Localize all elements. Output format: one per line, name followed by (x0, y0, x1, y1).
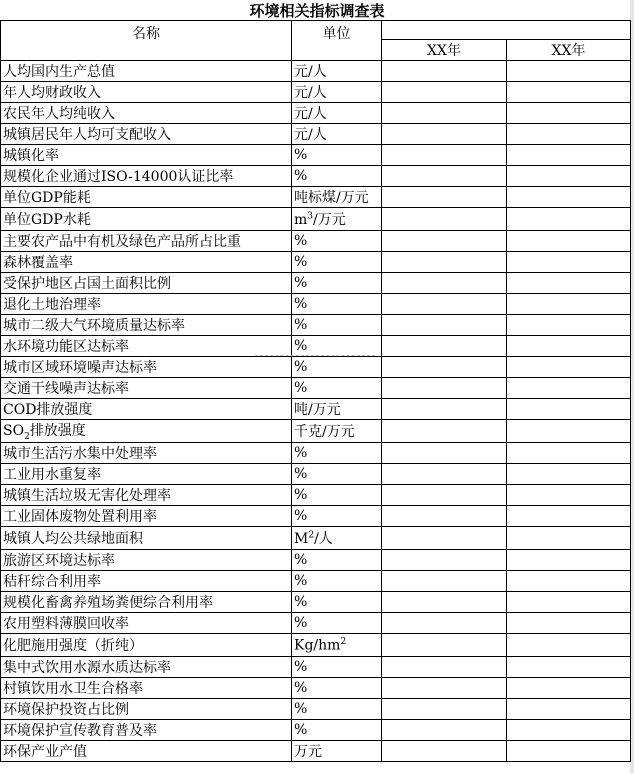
header-year-2[interactable]: XX年 (507, 40, 631, 61)
unit-cell[interactable]: % (292, 657, 382, 678)
unit-cell[interactable]: 万元 (292, 741, 382, 762)
year-2-value-cell[interactable] (507, 103, 631, 124)
unit-cell[interactable]: % (292, 357, 382, 378)
year-1-value-cell[interactable] (382, 464, 507, 485)
table-row (1, 252, 631, 273)
unit-cell[interactable]: % (292, 506, 382, 527)
indicator-name-cell[interactable]: 单位GDP能耗 (1, 187, 292, 208)
table-row (1, 166, 631, 187)
year-2-value-cell[interactable] (507, 420, 631, 443)
table-row (1, 378, 631, 399)
year-1-value-cell[interactable] (382, 252, 507, 273)
indicator-name-cell[interactable]: 城镇人均公共绿地面积 (1, 527, 292, 550)
indicator-name-cell[interactable]: $SO_2$排放强度 (1, 420, 292, 443)
table-row (1, 357, 631, 378)
indicator-name-cell[interactable]: 村镇饮用水卫生合格率 (1, 678, 292, 699)
unit-cell[interactable]: % (292, 315, 382, 336)
year-1-value-cell[interactable] (382, 124, 507, 145)
table-row (1, 678, 631, 699)
indicator-name-cell[interactable]: 环保产业产值 (1, 741, 292, 762)
table-row (1, 103, 631, 124)
year-2-value-cell[interactable] (507, 613, 631, 634)
indicator-name-cell[interactable]: 环境保护投资占比例 (1, 699, 292, 720)
year-2-value-cell[interactable] (507, 527, 631, 550)
indicator-name-cell[interactable]: 受保护地区占国土面积比例 (1, 273, 292, 294)
unit-cell[interactable]: % (292, 145, 382, 166)
table-row (1, 592, 631, 613)
year-2-value-cell[interactable] (507, 187, 631, 208)
indicator-name-cell[interactable]: 城镇化率 (1, 145, 292, 166)
table-row (1, 527, 631, 550)
indicator-name-cell[interactable]: 工业用水重复率 (1, 464, 292, 485)
dashed-selection-line (255, 355, 375, 356)
year-1-value-cell[interactable] (382, 166, 507, 187)
year-2-value-cell[interactable] (507, 82, 631, 103)
indicator-name-cell[interactable]: 人均国内生产总值 (1, 61, 292, 82)
indicator-name-cell[interactable]: 年人均财政收入 (1, 82, 292, 103)
year-2-value-cell[interactable] (507, 592, 631, 613)
unit-cell[interactable]: % (292, 336, 382, 357)
indicator-name-cell[interactable]: 城市区域环境噪声达标率 (1, 357, 292, 378)
year-2-value-cell[interactable] (507, 378, 631, 399)
indicator-name-cell[interactable]: 规模化畜禽养殖场粪便综合利用率 (1, 592, 292, 613)
year-2-value-cell[interactable] (507, 315, 631, 336)
year-1-value-cell[interactable] (382, 720, 507, 741)
indicator-name-cell[interactable]: 秸秆综合利用率 (1, 571, 292, 592)
year-2-value-cell[interactable] (507, 208, 631, 231)
table-row (1, 420, 631, 443)
year-1-value-cell[interactable] (382, 231, 507, 252)
year-1-value-cell[interactable] (382, 741, 507, 762)
year-2-value-cell[interactable] (507, 273, 631, 294)
year-2-value-cell[interactable] (507, 336, 631, 357)
unit-cell[interactable]: % (292, 571, 382, 592)
year-2-value-cell[interactable] (507, 657, 631, 678)
indicator-name-cell[interactable]: 城市生活污水集中处理率 (1, 443, 292, 464)
unit-cell[interactable]: 元/人 (292, 82, 382, 103)
year-2-value-cell[interactable] (507, 699, 631, 720)
unit-cell[interactable]: % (292, 252, 382, 273)
table-title: 环境相关指标调查表 (249, 2, 385, 20)
year-2-value-cell[interactable] (507, 443, 631, 464)
year-2-value-cell[interactable] (507, 124, 631, 145)
table-row (1, 187, 631, 208)
year-2-value-cell[interactable] (507, 571, 631, 592)
year-1-value-cell[interactable] (382, 485, 507, 506)
indicator-table (0, 20, 631, 762)
table-row (1, 464, 631, 485)
year-2-value-cell[interactable] (507, 741, 631, 762)
table-row (1, 571, 631, 592)
year-1-value-cell[interactable] (382, 506, 507, 527)
year-2-value-cell[interactable] (507, 399, 631, 420)
indicator-name-cell[interactable]: 水环境功能区达标率 (1, 336, 292, 357)
unit-cell[interactable]: 元/人 (292, 61, 382, 82)
table-row (1, 336, 631, 357)
year-1-value-cell[interactable] (382, 420, 507, 443)
unit-cell[interactable]: 吨标煤/万元 (292, 187, 382, 208)
unit-cell[interactable]: % (292, 720, 382, 741)
indicator-name-cell[interactable]: 旅游区环境达标率 (1, 550, 292, 571)
table-row (1, 61, 631, 82)
unit-cell[interactable]: % (292, 294, 382, 315)
indicator-name-cell[interactable]: 退化土地治理率 (1, 294, 292, 315)
year-2-value-cell[interactable] (507, 464, 631, 485)
indicator-name-cell[interactable]: COD排放强度 (1, 399, 292, 420)
unit-cell[interactable]: % (292, 592, 382, 613)
unit-cell[interactable]: 吨/万元 (292, 399, 382, 420)
unit-cell[interactable]: % (292, 443, 382, 464)
indicator-name-cell[interactable]: 交通干线噪声达标率 (1, 378, 292, 399)
table-row (1, 741, 631, 762)
header-year-1[interactable]: XX年 (382, 40, 507, 61)
year-2-value-cell[interactable] (507, 357, 631, 378)
unit-cell[interactable]: 元/人 (292, 124, 382, 145)
year-2-value-cell[interactable] (507, 61, 631, 82)
table-row (1, 231, 631, 252)
table-row (1, 315, 631, 336)
indicator-name-cell[interactable]: 环境保护宣传教育普及率 (1, 720, 292, 741)
indicator-name-cell[interactable]: 城市二级大气环境质量达标率 (1, 315, 292, 336)
year-2-value-cell[interactable] (507, 294, 631, 315)
year-1-value-cell[interactable] (382, 357, 507, 378)
header-unit[interactable]: 单位 (292, 21, 382, 61)
year-1-value-cell[interactable] (382, 273, 507, 294)
year-1-value-cell[interactable] (382, 592, 507, 613)
year-1-value-cell[interactable] (382, 634, 507, 657)
indicator-name-cell[interactable]: 森林覆盖率 (1, 252, 292, 273)
table-row (1, 145, 631, 166)
year-1-value-cell[interactable] (382, 336, 507, 357)
table-row (1, 124, 631, 145)
year-1-value-cell[interactable] (382, 399, 507, 420)
unit-cell[interactable]: % (292, 485, 382, 506)
unit-cell[interactable]: % (292, 699, 382, 720)
indicator-name-cell[interactable]: 主要农产品中有机及绿色产品所占比重 (1, 231, 292, 252)
unit-cell[interactable]: % (292, 378, 382, 399)
year-1-value-cell[interactable] (382, 61, 507, 82)
year-1-value-cell[interactable] (382, 443, 507, 464)
unit-cell[interactable]: % (292, 273, 382, 294)
year-2-value-cell[interactable] (507, 678, 631, 699)
year-1-value-cell[interactable] (382, 294, 507, 315)
table-row (1, 657, 631, 678)
year-2-value-cell[interactable] (507, 231, 631, 252)
table-row (1, 399, 631, 420)
unit-cell[interactable]: % (292, 231, 382, 252)
indicator-name-cell[interactable]: 农用塑料薄膜回收率 (1, 613, 292, 634)
table-row (1, 82, 631, 103)
year-1-value-cell[interactable] (382, 657, 507, 678)
table-row (1, 720, 631, 741)
year-1-value-cell[interactable] (382, 208, 507, 231)
indicator-name-cell[interactable]: 化肥施用强度（折纯） (1, 634, 292, 657)
unit-cell[interactable]: $Kg/hm^2$ (292, 634, 382, 657)
header-name[interactable]: 名称 (1, 21, 292, 61)
table-row (1, 208, 631, 231)
year-2-value-cell[interactable] (507, 720, 631, 741)
unit-cell[interactable]: % (292, 678, 382, 699)
year-1-value-cell[interactable] (382, 82, 507, 103)
indicator-name-cell[interactable]: 城镇生活垃圾无害化处理率 (1, 485, 292, 506)
unit-cell[interactable]: % (292, 613, 382, 634)
year-1-value-cell[interactable] (382, 527, 507, 550)
unit-cell[interactable]: $m^3/$万元 (292, 208, 382, 231)
year-1-value-cell[interactable] (382, 378, 507, 399)
year-1-value-cell[interactable] (382, 315, 507, 336)
table-row (1, 550, 631, 571)
unit-cell[interactable]: % (292, 550, 382, 571)
year-1-value-cell[interactable] (382, 187, 507, 208)
table-row (1, 613, 631, 634)
year-1-value-cell[interactable] (382, 699, 507, 720)
year-1-value-cell[interactable] (382, 103, 507, 124)
year-1-value-cell[interactable] (382, 678, 507, 699)
year-1-value-cell[interactable] (382, 571, 507, 592)
indicator-name-cell[interactable]: 单位GDP水耗 (1, 208, 292, 231)
indicator-name-cell[interactable]: 集中式饮用水源水质达标率 (1, 657, 292, 678)
year-2-value-cell[interactable] (507, 145, 631, 166)
year-1-value-cell[interactable] (382, 613, 507, 634)
table-row (1, 634, 631, 657)
table-row (1, 485, 631, 506)
indicator-name-cell[interactable]: 城镇居民年人均可支配收入 (1, 124, 292, 145)
year-2-value-cell[interactable] (507, 634, 631, 657)
indicator-name-cell[interactable]: 规模化企业通过ISO-14000认证比率 (1, 166, 292, 187)
year-2-value-cell[interactable] (507, 252, 631, 273)
table-row (1, 443, 631, 464)
unit-cell[interactable]: 元/人 (292, 103, 382, 124)
unit-cell[interactable]: $M^2/$人 (292, 527, 382, 550)
table-row (1, 699, 631, 720)
table-row (1, 294, 631, 315)
year-2-value-cell[interactable] (507, 485, 631, 506)
table-row (1, 506, 631, 527)
year-1-value-cell[interactable] (382, 145, 507, 166)
header-row (1, 21, 631, 40)
indicator-name-cell[interactable]: 工业固体废物处置利用率 (1, 506, 292, 527)
year-1-value-cell[interactable] (382, 550, 507, 571)
year-2-value-cell[interactable] (507, 506, 631, 527)
table-row (1, 273, 631, 294)
unit-cell[interactable]: % (292, 464, 382, 485)
year-2-value-cell[interactable] (507, 166, 631, 187)
header-years-group[interactable] (382, 21, 631, 40)
indicator-name-cell[interactable]: 农民年人均纯收入 (1, 103, 292, 124)
year-2-value-cell[interactable] (507, 550, 631, 571)
unit-cell[interactable]: 千克/万元 (292, 420, 382, 443)
unit-cell[interactable]: % (292, 166, 382, 187)
